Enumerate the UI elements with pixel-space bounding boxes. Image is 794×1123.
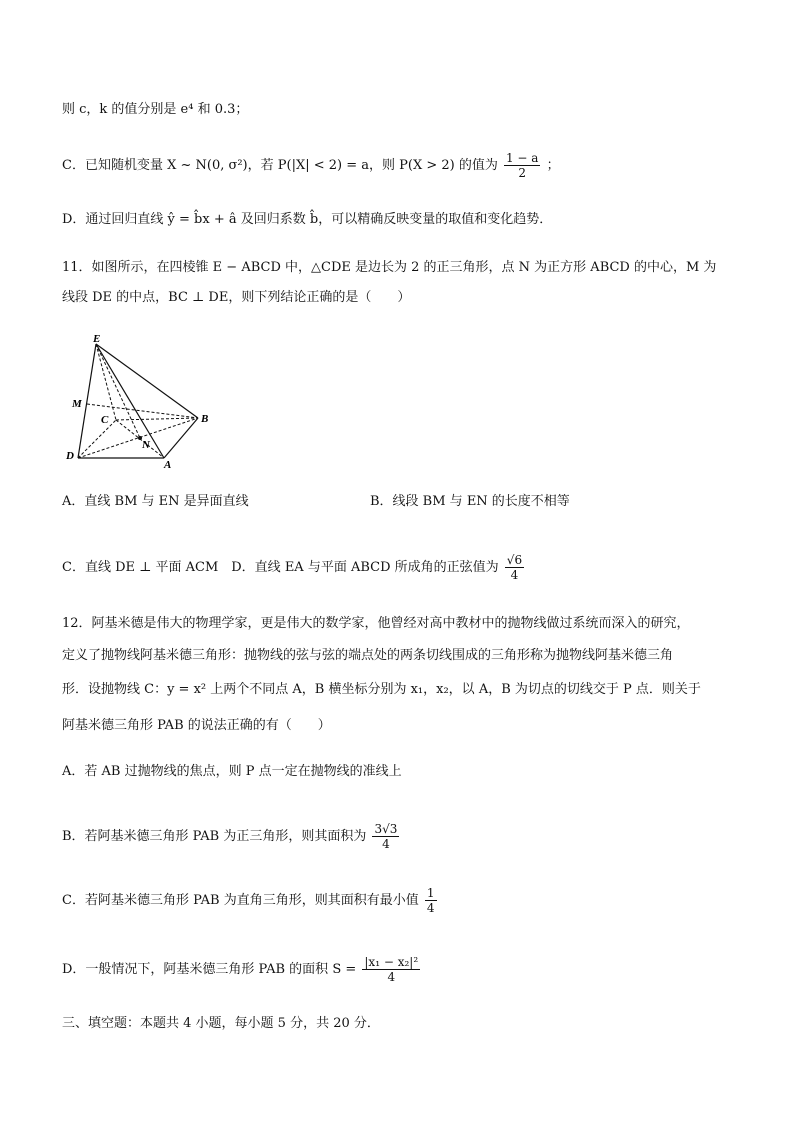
fraction-denominator: 4 [426, 901, 435, 915]
option-c-end: ； [546, 158, 560, 173]
fraction-denominator: 4 [510, 568, 519, 582]
question-11-stem-2: 线段 DE 的中点，BC ⊥ DE，则下列结论正确的是（ ） [62, 290, 411, 305]
fraction-1-minus-a-over-2 [504, 151, 540, 180]
option-c-text: C．已知随机变量 X ~ N(0, σ²)，若 P(|X| < 2) = a，则 P(X > 2) 的值为 [62, 158, 498, 173]
q11-option-c-d-text: C．直线 DE ⊥ 平面 ACM D．直线 EA 与平面 ABCD 所成角的正弦值为 [62, 560, 499, 575]
label-B: B [201, 413, 209, 425]
pyramid-figure [60, 334, 220, 474]
edge-EC-hidden [96, 344, 116, 420]
section-3-heading: 三、填空题：本题共 4 小题，每小题 5 分，共 20 分． [62, 1016, 380, 1031]
q12-option-b [62, 822, 401, 851]
fraction-sqrt6-over-4 [505, 553, 524, 582]
fraction-numerator: 3√3 [374, 822, 398, 836]
label-A: A [164, 459, 172, 470]
label-C: C [101, 414, 109, 426]
pyramid-diagram [60, 334, 220, 470]
edge-EB [96, 344, 198, 418]
label-D: D [66, 450, 74, 462]
option-d-regression: D．通过回归直线 ŷ = b̂x + â 及回归系数 b̂，可以精确反映变量的取值和变化趋势． [62, 212, 553, 227]
edge-CB-hidden [116, 418, 198, 420]
edge-EA [96, 344, 164, 458]
question-12-stem-3: 形．设抛物线 C：y = x² 上两个不同点 A，B 横坐标分别为 x₁，x₂，以 A，B 为切点的切线交于 P 点．则关于 [62, 682, 701, 697]
fraction-denominator: 4 [387, 970, 396, 984]
q12-option-a: A．若 AB 过抛物线的焦点，则 P 点一定在抛物线的准线上 [62, 764, 402, 779]
q12-option-d-text: D．一般情况下，阿基米德三角形 PAB 的面积 S = [62, 962, 357, 977]
q12-option-c [62, 886, 439, 915]
question-12-stem-1: 12．阿基米德是伟大的物理学家，更是伟大的数学家，他曾经对高中教材中的抛物线做过系统而深入的研究， [62, 616, 690, 631]
text-line-1: 则 c，k 的值分别是 e⁴ 和 0.3； [62, 102, 249, 117]
option-c-random-variable [62, 151, 560, 180]
q11-option-b: B．线段 BM 与 EN 的长度不相等 [370, 494, 570, 509]
fraction-numerator: √6 [506, 553, 523, 567]
fraction-denominator: 4 [382, 837, 390, 851]
q11-options-c-d [62, 553, 526, 582]
question-12-stem-4: 阿基米德三角形 PAB 的说法正确的有（ ） [62, 718, 331, 733]
fraction-numerator: 1 − a [505, 151, 539, 165]
fraction-numerator: |x₁ − x₂|² [364, 955, 419, 969]
fraction-3sqrt3-over-4 [372, 822, 399, 851]
question-11-stem-1: 11．如图所示，在四棱锥 E − ABCD 中，△CDE 是边长为 2 的正三角形，点 N 为正方形 ABCD 的中心，M 为 [62, 260, 717, 275]
q11-option-a: A．直线 BM 与 EN 是异面直线 [62, 494, 249, 509]
q12-option-c-text: C．若阿基米德三角形 PAB 为直角三角形，则其面积有最小值 [62, 893, 419, 908]
label-M: M [72, 398, 82, 410]
fraction-1-over-4 [425, 886, 437, 915]
question-12-stem-2: 定义了抛物线阿基米德三角形：抛物线的弦与弦的端点处的两条切线围成的三角形称为抛物线阿基米德三角 [62, 648, 674, 663]
q12-option-d [62, 955, 422, 984]
label-N: N [142, 439, 150, 451]
fraction-numerator: 1 [426, 886, 435, 900]
label-E: E [93, 334, 101, 345]
q12-option-b-text: B．若阿基米德三角形 PAB 为正三角形，则其面积为 [62, 829, 367, 844]
fraction-area-formula [362, 955, 420, 984]
fraction-denominator: 2 [518, 166, 527, 180]
edge-AB [164, 418, 198, 458]
